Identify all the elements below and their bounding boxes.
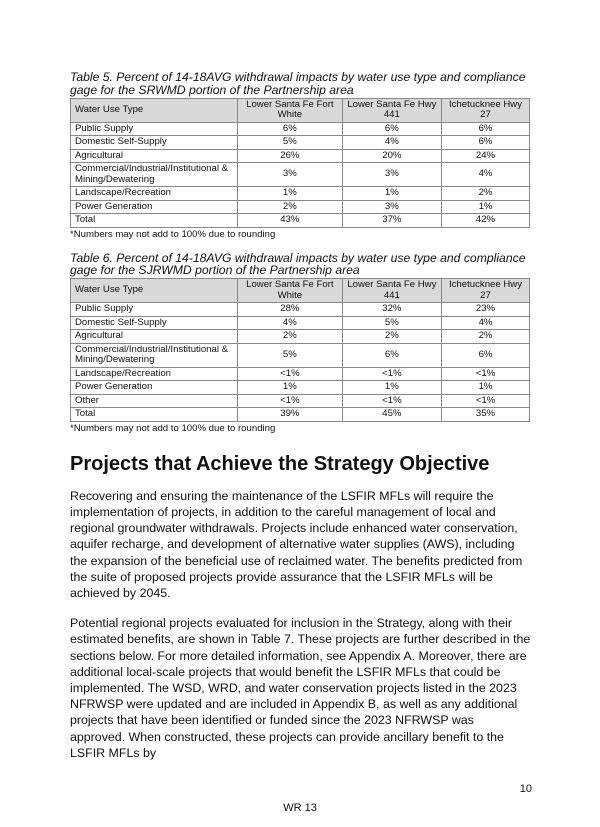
column-header: Water Use Type	[71, 98, 238, 122]
table-cell: Domestic Self-Supply	[71, 136, 238, 150]
table-cell: Other	[71, 394, 238, 408]
table6	[70, 278, 530, 422]
paragraph-2: Potential regional projects evaluated for inclusion in the Strategy, along with their estimated benefits, are shown in Table 7. These projects are further described in the sections below. For more detailed information, see Appendix A. Moreover, there are additional local-scale projects that would benefit the LSFIR MFLs that could be implemented. The WSD, WRD, and water conservation projects listed in the 2023 NFRWSP were updated and are included in Appendix B, as well as any additional projects that have been identified or funded since the 2023 NFRWSP was approved. When constructed, these projects can provide ancillary benefit to the LSFIR MFLs by	[70, 616, 531, 760]
table-cell: Landscape/Recreation	[71, 367, 238, 381]
footer: WR 13	[283, 801, 317, 814]
table-cell: <1%	[342, 394, 441, 408]
table-cell: 3%	[342, 163, 441, 187]
table-cell: Commercial/Industrial/Institutional & Mining/Dewatering	[71, 163, 238, 187]
table-cell: <1%	[442, 394, 530, 408]
table6-caption: Table 6. Percent of 14-18AVG withdrawal impacts by water use type and compliance gage for the SJRWMD portion of the Partnership area	[70, 250, 526, 278]
table-cell: 6%	[342, 122, 441, 136]
table-cell: 23%	[442, 303, 530, 317]
table-row	[71, 122, 530, 136]
column-header: Ichetucknee Hwy 27	[442, 279, 530, 303]
table-cell: <1%	[442, 367, 530, 381]
table-cell: Total	[71, 214, 238, 228]
table-cell: 39%	[238, 408, 343, 422]
table-row	[71, 136, 530, 150]
table-cell: 26%	[238, 149, 343, 163]
table-row	[71, 163, 530, 187]
table-row	[71, 303, 530, 317]
table-row	[71, 343, 530, 367]
table6-note: *Numbers may not add to 100% due to rounding	[70, 422, 276, 434]
column-header: Lower Santa Fe Fort White	[238, 279, 343, 303]
table-cell: 1%	[342, 187, 441, 201]
table-cell: 35%	[442, 408, 530, 422]
header-row	[71, 98, 530, 122]
table-cell: 2%	[238, 330, 343, 344]
column-header: Lower Santa Fe Fort White	[238, 98, 343, 122]
table-cell: 1%	[342, 381, 441, 395]
table-cell: Commercial/Industrial/Institutional & Mining/Dewatering	[71, 343, 238, 367]
column-header: Lower Santa Fe Hwy 441	[342, 98, 441, 122]
table-cell: 1%	[442, 381, 530, 395]
table-cell: Total	[71, 408, 238, 422]
table-cell: 6%	[442, 136, 530, 150]
page-number: 10	[519, 782, 532, 795]
table-cell: 1%	[442, 200, 530, 214]
table-cell: <1%	[238, 367, 343, 381]
table-row	[71, 187, 530, 201]
table-cell: 42%	[442, 214, 530, 228]
table-cell: Domestic Self-Supply	[71, 316, 238, 330]
table-cell: 4%	[442, 163, 530, 187]
table-cell: 20%	[342, 149, 441, 163]
section-heading: Projects that Achieve the Strategy Objective	[70, 452, 490, 475]
table-cell: <1%	[342, 367, 441, 381]
table-row	[71, 408, 530, 422]
table-cell: 2%	[238, 200, 343, 214]
table-cell: 3%	[238, 163, 343, 187]
table-cell: Public Supply	[71, 303, 238, 317]
header-row	[71, 279, 530, 303]
table-cell: 32%	[342, 303, 441, 317]
table-row	[71, 200, 530, 214]
column-header: Water Use Type	[71, 279, 238, 303]
table-row	[71, 214, 530, 228]
table-cell: 1%	[238, 187, 343, 201]
table-cell: 28%	[238, 303, 343, 317]
table-cell: 6%	[238, 122, 343, 136]
table-cell: 5%	[342, 316, 441, 330]
table5-note: *Numbers may not add to 100% due to rounding	[70, 228, 276, 240]
table-row	[71, 381, 530, 395]
table-row	[71, 149, 530, 163]
table-cell: 24%	[442, 149, 530, 163]
table-cell: 4%	[442, 316, 530, 330]
table-cell: Landscape/Recreation	[71, 187, 238, 201]
table-cell: 6%	[342, 343, 441, 367]
table-row	[71, 316, 530, 330]
table-cell: 5%	[238, 343, 343, 367]
table-cell: Power Generation	[71, 200, 238, 214]
table-cell: 6%	[442, 122, 530, 136]
table-cell: 43%	[238, 214, 343, 228]
table-cell: Public Supply	[71, 122, 238, 136]
table-cell: 2%	[442, 330, 530, 344]
table-cell: 4%	[342, 136, 441, 150]
table-cell: 2%	[342, 330, 441, 344]
table-cell: 5%	[238, 136, 343, 150]
table-cell: Agricultural	[71, 149, 238, 163]
table-cell: 4%	[238, 316, 343, 330]
table-cell: 37%	[342, 214, 441, 228]
table-cell: <1%	[238, 394, 343, 408]
table-cell: 3%	[342, 200, 441, 214]
table-cell: 6%	[442, 343, 530, 367]
table-cell: 45%	[342, 408, 441, 422]
table-cell: Agricultural	[71, 330, 238, 344]
table-row	[71, 367, 530, 381]
table-row	[71, 330, 530, 344]
table-row	[71, 394, 530, 408]
table-cell: 2%	[442, 187, 530, 201]
table5-caption: Table 5. Percent of 14-18AVG withdrawal impacts by water use type and compliance gage for the SRWMD portion of the Partnership area	[70, 70, 526, 97]
paragraph-1: Recovering and ensuring the maintenance of the LSFIR MFLs will require the implementation of projects, in addition to the careful management of local and regional groundwater withdrawals. Projects include enhanced water conservation, aquifer recharge, and development of alternative water supplies (AWS), including the expansion of the beneficial use of reclaimed water. The benefits predicted from the suite of proposed projects provide assurance that the LSFIR MFLs will be achieved by 2045.	[70, 488, 523, 600]
table5	[70, 98, 530, 228]
table-cell: Power Generation	[71, 381, 238, 395]
column-header: Lower Santa Fe Hwy 441	[342, 279, 441, 303]
table-cell: 1%	[238, 381, 343, 395]
column-header: Ichetucknee Hwy 27	[442, 98, 530, 122]
